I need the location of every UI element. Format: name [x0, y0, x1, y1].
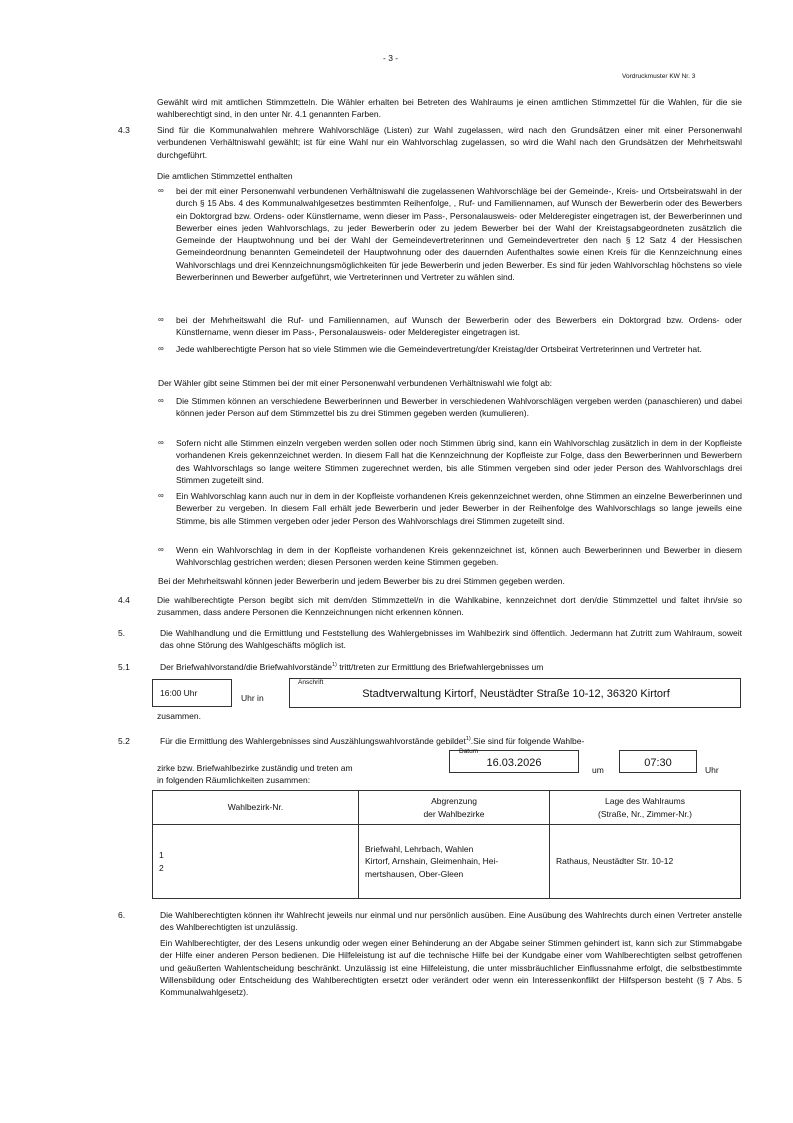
vote-intro: Der Wähler gibt seine Stimmen bei der mit einer Personenwahl verbundenen Verhältniswahl wie folgt ab: [158, 378, 553, 388]
section-5-2-line2: zirke bzw. Briefwahlbezirke zuständig und treten am [157, 763, 353, 773]
date-value: 16.03.2026 [486, 757, 542, 769]
briefwahl-address-field[interactable] [289, 678, 741, 708]
table-header-col1: Wahlbezirk-Nr. [153, 791, 359, 825]
bullet-icon: ∞ [158, 315, 164, 324]
start-time-value: 07:30 [644, 757, 672, 769]
table-cell-wahlraum: Rathaus, Neustädter Str. 10-12 [550, 825, 741, 899]
section-4-4-text: Die wahlberechtigte Person begibt sich mit dem/den Stimmzettel/n in die Wahlkabine, kennzeichnet dort den/die Stimmzettel und faltet ihn/sie so zusammen, dass andere Personen die Kennzeichnungen nicht erkennen können. [157, 595, 742, 618]
zusammen-text: zusammen. [157, 711, 201, 721]
section-5-2-text: Für die Ermittlung des Wahlergebnisses sind Auszählungswahlvorstände gebildet$^{1)}$.Sie sind für folgende Wahlbe- [160, 736, 585, 746]
section-6-text-2: Ein Wahlberechtigter, der des Lesens unkundig oder wegen einer Behinderung an der Abgabe seiner Stimmen gehindert ist, kann sich zur Stimmabgabe der Hilfe einer anderen Person bedienen. Die Hilfeleistung ist auf die technische Hilfe bei der Kundgabe einer vom Wahlberechtigten selbst getroffenen und geäußerten Wahlentscheidung beschränkt. Unzulässig ist eine Hilfeleistung, die unter missbräuchlicher Einflussnahme erfolgt, die selbstbestimmte Willensbildung oder Entscheidung des Wahlberechtigten ersetzt oder verändert oder wenn ein Interessenkonflikt der Hilfsperson besteht (§ 7 Abs. 5 Kommunalwahlgesetz). [160, 938, 742, 998]
table-row [153, 825, 741, 899]
section-number-5-1: 5.1 [118, 662, 130, 672]
section-4-3-text: Sind für die Kommunalwahlen mehrere Wahlvorschläge (Listen) zur Wahl zugelassen, wird nach den Grundsätzen einer mit einer Personenwahl verbundenen Verhältniswahl gewählt; ist für eine Wahl nur ein Wahlvorschlag zugelassen, so wird die Wahl nach den Grundsätzen der Mehrheitswahl durchgeführt. [157, 125, 742, 160]
section-5-2-line3: in folgenden Räumlichkeiten zusammen: [157, 775, 311, 785]
table-header-row [153, 791, 741, 825]
section-number-5-2: 5.2 [118, 736, 130, 746]
uhr-label: Uhr [705, 765, 719, 775]
section-number-6: 6. [118, 910, 126, 920]
bullet-icon: ∞ [158, 438, 164, 447]
vote-bullet-3: Ein Wahlvorschlag kann auch nur in dem in der Kopfleiste vorhandenen Kreis gekennzeichnet werden, ohne Stimmen an einzelne Bewerberinnen und Bewerber zu vergeben. In diesem Fall erhält jede Bewerberin und jeder Bewerber in der Reihenfolge des Wahlvorschlags so lange jeweils eine Stimme, bis alle Stimmen vergeben oder jeder Person des Wahlvorschlags drei Stimmen zugeteilt sind. [176, 491, 742, 526]
table-header-col3: Lage des Wahlraums (Straße, Nr., Zimmer-Nr.) [550, 791, 741, 825]
uhr-in-label: Uhr in [241, 693, 264, 703]
section-number-4-4: 4.4 [118, 595, 130, 605]
briefwahl-time-value: 16:00 Uhr [160, 688, 198, 698]
address-value: Stadtverwaltung Kirtorf, Neustädter Straße 10-12, 36320 Kirtorf [362, 688, 670, 700]
um-label: um [592, 765, 604, 775]
briefwahl-time-field[interactable] [152, 679, 232, 707]
form-code: Vordruckmuster KW Nr. 3 [622, 73, 696, 80]
ballot-bullet-3: Jede wahlberechtigte Person hat so viele Stimmen wie die Gemeindevertretung/der Kreistag/der Ortsbeirat Vertreterinnen und Vertreter hat. [176, 344, 702, 354]
page-number: - 3 - [383, 53, 399, 63]
section-5-1-text: Der Briefwahlvorstand/die Briefwahlvorstände$^{1)}$ tritt/treten zur Ermittlung des Briefwahlergebnisses um [160, 662, 544, 672]
bullet-icon: ∞ [158, 186, 164, 195]
ballot-bullet-2: bei der Mehrheitswahl die Ruf- und Familiennamen, auf Wunsch der Bewerberin oder des Bewerbers ein Doktorgrad bzw. Ordens- oder Künstlername, wenn dieser im Pass-, Personalausweis- oder Melderegister eingetragen ist. [176, 315, 742, 338]
vote-bullet-1: Die Stimmen können an verschiedene Bewerberinnen und Bewerber in verschiedenen Wahlvorschlägen vergeben werden (panaschieren) und dabei können jeder Person auf dem Stimmzettel bis zu drei Stimmen gegeben werden (kumulieren). [176, 396, 742, 419]
start-time-field[interactable] [619, 750, 697, 773]
address-label: Anschrift [298, 679, 324, 686]
ballot-bullet-1: bei der mit einer Personenwahl verbundenen Verhältniswahl die zugelassenen Wahlvorschläge bei der Gemeinde-, Kreis- und Ortsbeiratswahl in der durch § 15 Abs. 4 des Kommunalwahlgesetzes bestimmten Reihenfolge, , Ruf- und Familiennamen, auf Wunsch der Bewerberin oder des Bewerbers ein Doktorgrad bzw. Ordens- oder Künstlername, wenn dieser im Pass-, Personalausweis- oder Melderegister eingetragen ist, der Bewerberinnen und Bewerber eines jeden Wahlvorschlags, zu jeder Bewerberin oder zu jedem Bewerber bei der Wahl der Kreistagsabgeordneten zusätzlich die Gemeinde der Hauptwohnung und bei der Wahl der Gemeindevertreterinnen und Gemeindevertreter den nach § 12 Satz 4 der Hessischen Gemeindeordnung benannten Gemeindeteil der Hauptwohnung oder des dauernden Aufenthaltes sowie einen Kreis für die Kennzeichnung eines Wahlvorschlags und drei Kennzeichnungsmöglichkeiten für jede Bewerberin und jeden Bewerber. Es sind für jeden Wahlvorschlag höchstens so viele Bewerberinnen und Bewerber aufgeführt, wie Vertreterinnen und Vertreter zu wählen sind. [176, 186, 742, 283]
vote-bullet-4: Wenn ein Wahlvorschlag in dem in der Kopfleiste vorhandenen Kreis gekennzeichnet ist, können auch Bewerberinnen und Bewerber in diesem Wahlvorschlag gestrichen werden; diesen Personen werden keine Stimmen gegeben. [176, 545, 742, 568]
ballot-intro: Die amtlichen Stimmzettel enthalten [157, 171, 293, 181]
wahlbezirke-table [152, 790, 741, 899]
date-label: Datum [459, 748, 479, 755]
section-number-5: 5. [118, 628, 126, 638]
bullet-icon: ∞ [158, 491, 164, 500]
table-cell-wahlbezirk-nr: 1 2 [153, 825, 359, 899]
bullet-icon: ∞ [158, 545, 164, 554]
table-cell-abgrenzung: Briefwahl, Lehrbach, Wahlen Kirtorf, Arnshain, Gleimenhain, Hei- mertshausen, Ober-Gleen [359, 825, 550, 899]
section-5-text: Die Wahlhandlung und die Ermittlung und Feststellung des Wahlergebnisses im Wahlbezirk sind öffentlich. Jedermann hat Zutritt zum Wahlraum, soweit das ohne Störung des Wahlgeschäfts möglich ist. [160, 628, 742, 651]
table-header-col2: Abgrenzung der Wahlbezirke [359, 791, 550, 825]
majority-text: Bei der Mehrheitswahl können jeder Bewerberin und jedem Bewerber bis zu drei Stimmen gegeben werden. [158, 576, 565, 586]
section-number-4-3: 4.3 [118, 125, 130, 135]
section-6-text-1: Die Wahlberechtigten können ihr Wahlrecht jeweils nur einmal und nur persönlich ausüben. Eine Ausübung des Wahlrechts durch einen Vertreter anstelle des Wahlberechtigten ist unzulässig. [160, 910, 742, 933]
vote-bullet-2: Sofern nicht alle Stimmen einzeln vergeben werden sollen oder noch Stimmen übrig sind, kann ein Wahlvorschlag zusätzlich in dem in der Kopfleiste vorhandenen Kreis gekennzeichnet werden. In diesem Fall hat die Kennzeichnung der Kopfleiste zur Folge, dass den Bewerberinnen und Bewerbern des Wahlvorschlags so lange weitere Stimmen zugerechnet werden, bis alle Stimmen vergeben sind oder jeder Person des Wahlvorschlags drei Stimmen zugeteilt sind. [176, 438, 742, 485]
date-field[interactable] [449, 750, 579, 773]
bullet-icon: ∞ [158, 396, 164, 405]
intro-paragraph: Gewählt wird mit amtlichen Stimmzetteln. Die Wähler erhalten bei Betreten des Wahlraums je einen amtlichen Stimmzettel für die Wahlen, für die sie wahlberechtigt sind, in den unter Nr. 4.1 genannten Farben. [157, 97, 742, 120]
bullet-icon: ∞ [158, 344, 164, 353]
